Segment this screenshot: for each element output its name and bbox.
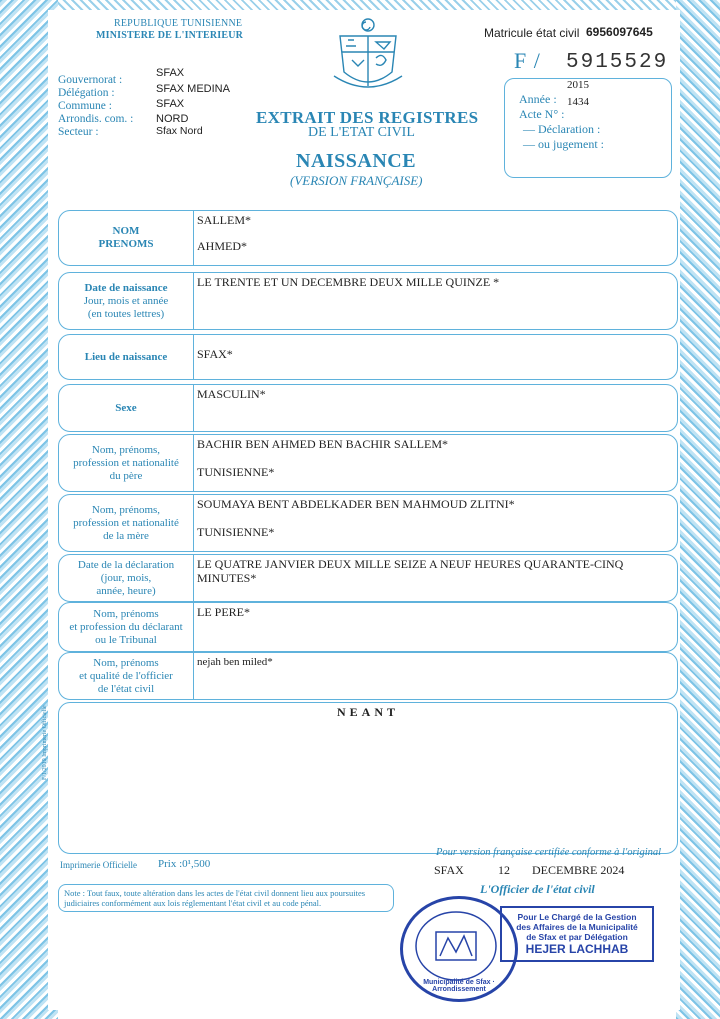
row-nom-prenoms: [58, 210, 678, 266]
security-border-right: [676, 0, 720, 1019]
value-mere-nom: SOUMAYA BENT ABDELKADER BEN MAHMOUD ZLITNI*: [197, 497, 515, 511]
month-year-value: DECEMBRE 2024: [532, 863, 625, 877]
value-mere-nationalite: TUNISIENNE*: [197, 525, 275, 539]
row-declarant: [58, 602, 678, 652]
row-label-line: ou le Tribunal: [95, 633, 157, 646]
label-delegation: Délégation :: [58, 87, 115, 99]
label-arrondissement: Arrondis. com. :: [58, 113, 134, 125]
row-label-line: et qualité de l'officier: [79, 669, 173, 682]
value-nom: SALLEM*: [197, 213, 251, 227]
jugement-label: — ou jugement :: [523, 137, 604, 151]
row-label-line: et profession du déclarant: [69, 620, 183, 633]
row-declaration: [58, 554, 678, 602]
row-pere: [58, 434, 678, 492]
row-label-line: Nom, prénoms: [93, 656, 159, 669]
matricule-value: 6956097645: [586, 25, 653, 39]
row-label-line: Nom, prénoms: [93, 607, 159, 620]
row-date-naissance: [58, 272, 678, 330]
city-value: SFAX: [434, 863, 464, 877]
value-date-naissance: LE TRENTE ET UN DECEMBRE DEUX MILLE QUINZE *: [197, 275, 500, 289]
value-prenoms: AHMED*: [197, 239, 247, 253]
row-mere: [58, 494, 678, 552]
label-commune: Commune :: [58, 100, 112, 112]
title-naissance: NAISSANCE: [296, 150, 417, 172]
row-label-line: Sexe: [115, 401, 137, 414]
imprimerie-label: Imprimerie Officielle: [60, 860, 138, 870]
matricule-label: Matricule état civil: [484, 26, 580, 40]
value-commune: SFAX: [156, 98, 185, 110]
row-lieu-naissance: [58, 334, 678, 380]
year-hijri: 1434: [567, 96, 589, 108]
republic-label: REPUBLIQUE TUNISIENNE: [114, 18, 243, 29]
row-label-line: NOM: [112, 225, 140, 237]
value-gouvernorat: SFAX: [156, 67, 185, 79]
ministry-label: MINISTERE DE L'INTERIEUR: [96, 30, 244, 41]
f-number: 5915529: [566, 51, 669, 74]
title-etat-civil: DE L'ETAT CIVIL: [308, 125, 415, 140]
row-label-line: année, heure): [96, 584, 156, 597]
legal-note: Note : Tout faux, toute altération dans les actes de l'état civil donnent lieu aux poursuites judiciaires conformément aux lois réglementant l'état civil et au code pénal.: [58, 884, 394, 912]
prix-label: Prix :0¹,500: [158, 858, 211, 870]
row-label-line: Nom, prénoms,: [91, 503, 161, 516]
row-label-line: Date de la déclaration: [77, 558, 175, 571]
observations-box: [58, 702, 678, 854]
admin-labels: [58, 74, 158, 139]
row-label-line: (en toutes lettres): [87, 307, 165, 320]
document-body: [42, 10, 680, 1010]
signatory-name: HEJER LACHHAB: [525, 942, 629, 956]
value-declaration-line2: MINUTES*: [197, 571, 257, 585]
row-label-line: du père: [109, 469, 143, 482]
row-label-line: Nom, prénoms,: [91, 443, 161, 456]
row-label-line: de la mère: [103, 529, 149, 542]
value-sexe: MASCULIN*: [197, 387, 266, 401]
row-label-line: profession et nationalité: [73, 516, 179, 529]
year-gregorian: 2015: [567, 79, 589, 91]
annee-label: Année :: [519, 92, 557, 106]
row-label-line: (jour, mois,: [100, 571, 152, 584]
value-officier: nejah ben miled*: [197, 656, 273, 668]
value-pere-nom: BACHIR BEN AHMED BEN BACHIR SALLEM*: [197, 437, 449, 451]
row-label-line: profession et nationalité: [73, 456, 179, 469]
day-value: 12: [498, 863, 510, 877]
value-delegation: SFAX MEDINA: [156, 82, 230, 95]
title-extrait: EXTRAIT DES REGISTRES: [256, 108, 479, 127]
row-officier: [58, 652, 678, 700]
acte-label: Acte N° :: [519, 107, 565, 121]
value-arrondissement: NORD: [156, 112, 189, 125]
act-box: [504, 78, 672, 178]
certified-label: Pour version française certifiée conforme à l'original: [436, 847, 662, 858]
row-label-line: Jour, mois et année: [83, 294, 169, 307]
value-secteur: Sfax Nord: [156, 124, 203, 137]
officer-title: L'Officier de l'état civil: [480, 882, 595, 896]
value-declarant: LE PERE*: [197, 605, 250, 619]
observations-text: NEANT: [336, 705, 399, 719]
value-pere-nationalite: TUNISIENNE*: [197, 465, 275, 479]
title-version: (VERSION FRANÇAISE): [290, 173, 423, 188]
row-label-line: PRENOMS: [98, 238, 154, 250]
coat-of-arms-icon: [332, 16, 404, 94]
value-lieu-naissance: SFAX*: [197, 347, 233, 361]
signature-line: de Sfax et par Délégation: [526, 932, 628, 942]
side-print: F/1/2019 Imprimerie Officielle: [42, 705, 48, 780]
signature-line: Pour Le Chargé de la Gestion: [517, 912, 637, 922]
signature-line: des Affaires de la Municipalité: [516, 922, 638, 932]
row-label-line: Date de naissance: [84, 281, 168, 294]
label-gouvernorat: Gouvernorat :: [58, 74, 123, 86]
row-label-line: de l'état civil: [97, 682, 155, 695]
row-label-line: Lieu de naissance: [84, 350, 168, 363]
label-secteur: Secteur :: [58, 126, 99, 138]
stamp-ring-text: Municipalité de Sfax · Arrondissement: [423, 979, 495, 993]
value-declaration-line1: LE QUATRE JANVIER DEUX MILLE SEIZE A NEUF HEURES QUARANTE-CINQ: [197, 557, 624, 571]
signature-stamp: [500, 906, 654, 962]
row-sexe: [58, 384, 678, 432]
declaration-label: — Déclaration :: [523, 122, 601, 136]
f-prefix: F /: [514, 48, 541, 73]
